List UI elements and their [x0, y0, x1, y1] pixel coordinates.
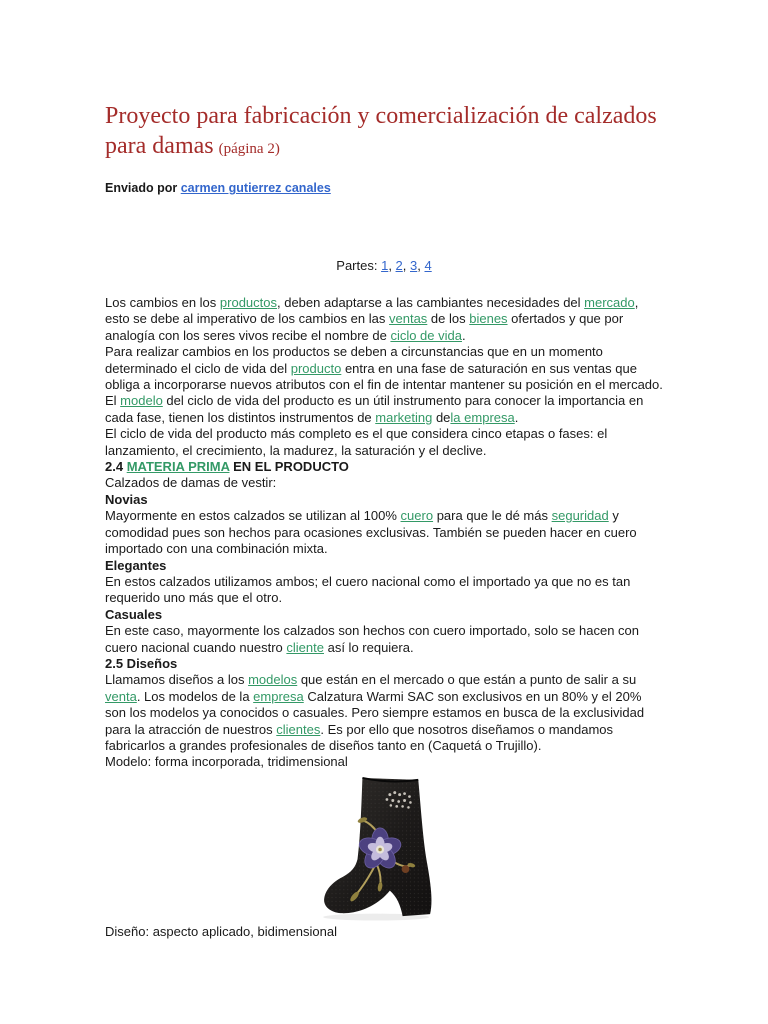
text-run: Modelo: forma incorporada, tridimensional: [105, 754, 348, 770]
link-parte-3[interactable]: 3: [410, 258, 418, 273]
paragraph: [105, 475, 663, 491]
link-modelo[interactable]: modelo: [120, 393, 163, 409]
paragraph: [105, 508, 663, 557]
text-run: así lo requiera.: [323, 639, 414, 655]
text-run: En este caso, mayormente los calzados son hechos con cuero importado, solo se hacen con cuero nacional cuando nuestro: [105, 623, 640, 655]
link-empresa[interactable]: empresa: [253, 688, 304, 704]
text-run: Calzados de damas de vestir:: [105, 475, 277, 491]
section-heading: [105, 558, 663, 574]
paragraph: [105, 574, 663, 607]
link-mercado[interactable]: mercado: [584, 295, 635, 310]
link-modelos[interactable]: modelos: [248, 672, 298, 688]
text-run: Los cambios en los: [105, 295, 220, 310]
page-title: [105, 101, 663, 164]
text-run: entra en una fase de saturación en sus ventas que obliga a incorporarse nuevos atributos con el fin de intentar mantener su posición en el mercado. El: [105, 360, 663, 409]
byline-prefix: Enviado por: [105, 181, 181, 195]
paragraph: [105, 295, 663, 344]
caption-diseno: Diseño: aspecto aplicado, bidimensional: [105, 923, 337, 939]
link-cuero[interactable]: cuero: [400, 508, 434, 524]
embroidery-berry: [402, 865, 410, 873]
text-run: .: [461, 327, 466, 343]
text-run: . Los modelos de la: [136, 688, 254, 704]
text-run: Partes:: [336, 258, 382, 273]
text-run: Para realizar cambios en los productos se deben a circunstancias que en un momento determinado el ciclo de vida del: [105, 344, 603, 376]
link-materia-prima[interactable]: MATERIA PRIMA: [126, 459, 230, 475]
link-bienes[interactable]: bienes: [469, 311, 508, 327]
link-clientes[interactable]: clientes: [276, 721, 321, 737]
text-run: ,: [388, 258, 396, 273]
link-marketing[interactable]: marketing: [375, 409, 433, 425]
text-run: .: [514, 409, 519, 425]
link-ventas[interactable]: ventas: [389, 311, 428, 327]
text-run: Calzatura Warmi SAC son exclusivos en un 80% y el 20% son los modelos ya conocidos o casuales. Pero siempre estamos en busca de la exclusividad para la atracción de nuestros: [105, 688, 645, 737]
text-run: que están en el mercado o que están a punto de salir a su: [297, 672, 637, 688]
text-run: de los: [427, 311, 470, 327]
text-run: Llamamos diseños a los: [105, 672, 249, 688]
text-run: Novias: [105, 491, 148, 507]
embroidered-wedge-boot-icon: [319, 775, 447, 922]
text-run: EN EL PRODUCTO: [229, 459, 349, 475]
section-heading: [105, 492, 663, 508]
text-run: El ciclo de vida del producto más completo es el que considera cinco etapas o fases: el lanzamiento, el crecimiento, la madurez, la saturación y el declive.: [105, 426, 608, 458]
link-seguridad[interactable]: seguridad: [551, 508, 609, 524]
text-run: 2.4: [105, 459, 127, 475]
author-link[interactable]: carmen gutierrez canales: [180, 181, 331, 195]
text-run: ,: [417, 258, 425, 273]
article-body: [105, 295, 663, 771]
text-run: 2.5 Diseños: [105, 655, 178, 671]
byline: [105, 180, 663, 196]
link-productos[interactable]: productos: [219, 295, 277, 310]
page-title-text: Proyecto para fabricación y comercialización de calzados para damas: [105, 103, 657, 159]
link-ciclo-de-vida[interactable]: ciclo de vida: [390, 327, 462, 343]
paragraph: [105, 344, 663, 426]
section-heading: [105, 656, 663, 672]
paragraph: [105, 623, 663, 656]
text-run: Elegantes: [105, 557, 167, 573]
text-run: de: [432, 409, 451, 425]
text-run: ,: [402, 258, 411, 273]
section-heading: [105, 459, 663, 475]
boot-image: [319, 775, 449, 922]
paragraph: [105, 426, 663, 459]
page-number-label: (página 2): [218, 141, 280, 157]
text-run: y comodidad pues son hechos para ocasiones exclusivas. También se pueden hacer en cuero importado con una combinación mixta.: [105, 508, 637, 557]
text-run: Casuales: [105, 606, 163, 622]
link-la-empresa[interactable]: la empresa: [450, 409, 515, 425]
link-venta[interactable]: venta: [105, 688, 137, 704]
text-run: para que le dé más: [433, 508, 552, 524]
text-run: En estos calzados utilizamos ambos; el cuero nacional como el importado ya que no es tan requerido uno más que el otro.: [105, 573, 631, 606]
text-run: . Es por ello que nosotros diseñamos o mandamos fabricarlos a grandes profesionales de diseños tanto en (Caquetá o Trujillo).: [105, 721, 614, 753]
link-parte-1[interactable]: 1: [381, 258, 389, 273]
link-parte-2[interactable]: 2: [395, 258, 403, 273]
paragraph: [105, 672, 663, 754]
text-run: ofertados y que por analogía con los seres vivos recibe el nombre de: [105, 311, 624, 343]
text-run: , esto se debe al imperativo de los cambios en las: [105, 295, 639, 327]
paragraph: [105, 754, 663, 770]
text-run: , deben adaptarse a las cambiantes necesidades del: [277, 295, 585, 310]
link-parte-4[interactable]: 4: [424, 258, 432, 273]
text-run: del ciclo de vida del producto es un útil instrumento para conocer la importancia en cada fase, tienen los distintos instrumentos de: [105, 393, 644, 425]
link-producto[interactable]: producto: [290, 360, 342, 376]
text-run: Mayormente en estos calzados se utilizan al 100%: [105, 508, 401, 524]
link-cliente[interactable]: cliente: [286, 639, 324, 655]
partes-nav: [105, 258, 663, 274]
section-heading: [105, 607, 663, 623]
